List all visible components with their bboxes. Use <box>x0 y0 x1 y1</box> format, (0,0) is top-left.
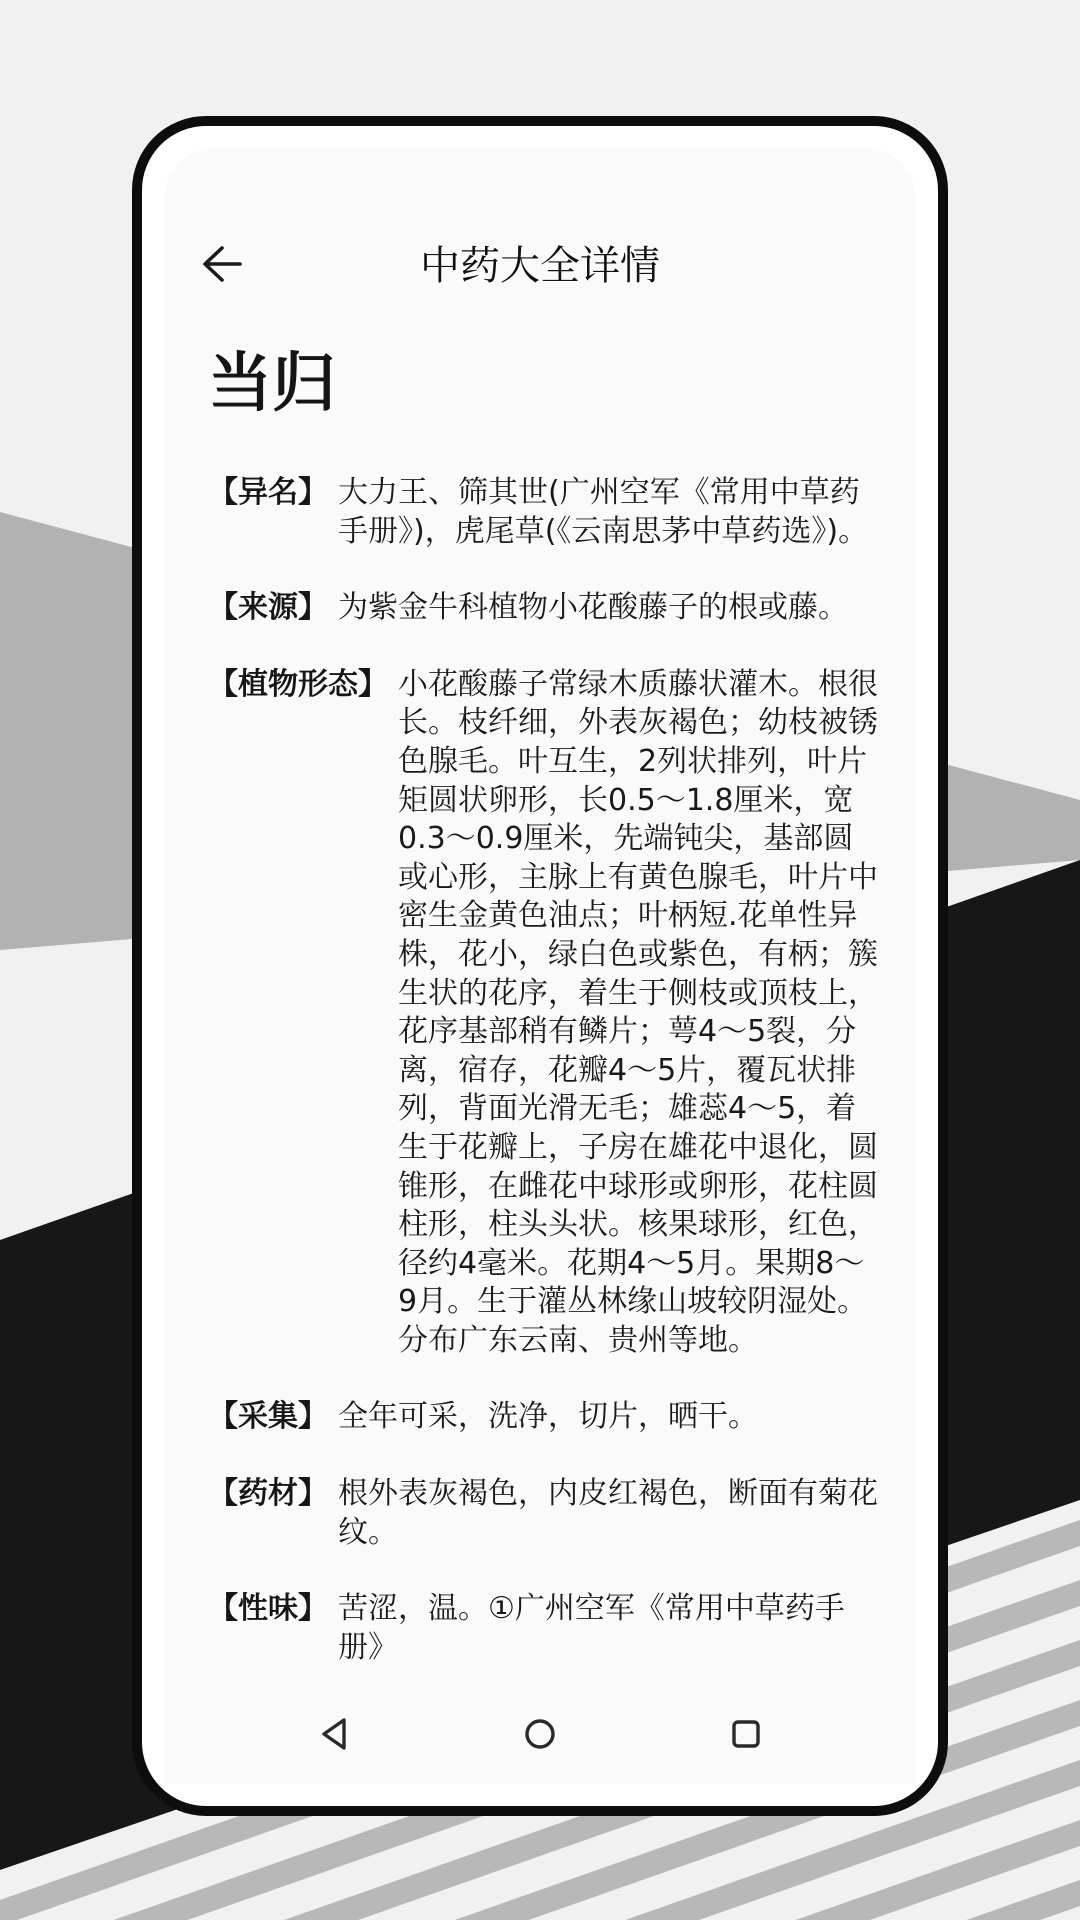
section-label: 【性味】 <box>208 1591 328 1627</box>
phone-frame <box>132 116 948 1816</box>
system-nav-bar <box>164 1684 916 1784</box>
nav-recents-button[interactable] <box>718 1706 774 1762</box>
section-text: 大力王、筛其世(广州空军《常用中草药手册》)，虎尾草(《云南思茅中草药选》)。 <box>338 475 869 549</box>
page-title: 中药大全详情 <box>420 243 660 289</box>
back-triangle-icon <box>318 1716 350 1752</box>
nav-home-button[interactable] <box>512 1706 568 1762</box>
app-bar <box>164 208 916 318</box>
section-medicinal-material <box>208 1475 888 1552</box>
section-text: 苦涩，温。①广州空军《常用中草药手册》 <box>338 1591 845 1665</box>
section-text: 小花酸藤子常绿木质藤状灌木。根很长。枝纤细，外表灰褐色；幼枝被锈色腺毛。叶互生，2列状排列，叶片矩圆状卵形，长0.5～1.8厘米，宽0.3～0.9厘米，先端钝尖，基部圆或心形，主脉上有黄色腺毛，叶片中密生金黄色油点；叶柄短.花单性异株，花小，绿白色或紫色，有柄；簇生状的花序，着生于侧枝或顶枝上，花序基部稍有鳞片；萼4～5裂，分离，宿存，花瓣4～5片，覆瓦状排列，背面光滑无毛；雄蕊4～5，着生于花瓣上，子房在雄花中退化，圆锥形，在雌花中球形或卵形，花柱圆柱形，柱头头状。核果球形，红色，径约4毫米。花期4～5月。果期8～9月。生于灌丛林缘山坡较阴湿处。分布广东云南、贵州等地。 <box>398 666 878 1358</box>
detail-content[interactable] <box>208 334 888 1665</box>
section-label: 【采集】 <box>208 1399 328 1435</box>
section-collection <box>208 1398 888 1437</box>
section-text: 为紫金牛科植物小花酸藤子的根或藤。 <box>338 590 848 626</box>
section-text: 根外表灰褐色，内皮红褐色，断面有菊花纹。 <box>338 1476 878 1550</box>
section-label: 【来源】 <box>208 590 328 626</box>
section-plant-morphology <box>208 666 888 1361</box>
section-text: 全年可采，洗净，切片，晒干。 <box>338 1399 758 1435</box>
section-source <box>208 589 888 628</box>
section-label: 【植物形态】 <box>208 666 388 702</box>
section-label: 【异名】 <box>208 475 328 510</box>
nav-back-button[interactable] <box>306 1706 362 1762</box>
section-label: 【药材】 <box>208 1476 328 1512</box>
herb-name: 当归 <box>208 347 336 421</box>
recents-square-icon <box>730 1718 762 1750</box>
home-circle-icon <box>523 1717 557 1751</box>
app-screen <box>164 148 916 1784</box>
section-nature-taste <box>208 1590 888 1667</box>
section-alias <box>208 474 888 551</box>
